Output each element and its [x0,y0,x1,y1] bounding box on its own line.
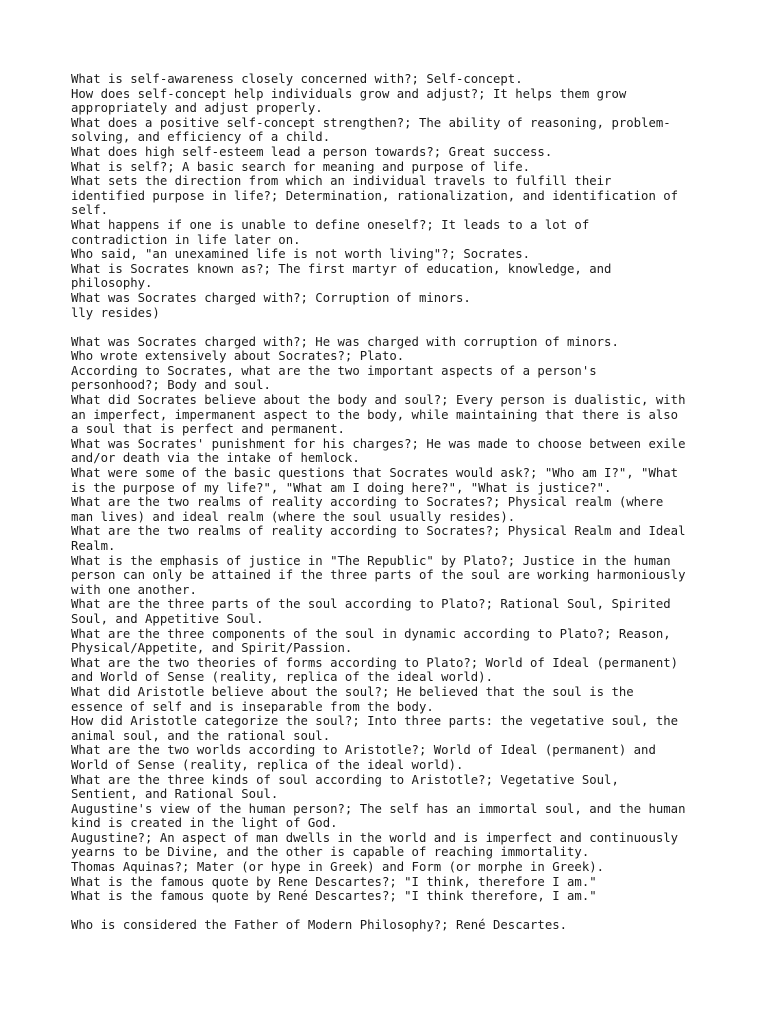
text-line: What is self-awareness closely concerned with?; Self-concept. [71,72,523,86]
text-line: How did Aristotle categorize the soul?; Into three parts: the vegetative soul, the [71,714,679,729]
text-line: Realm. [71,539,116,553]
text-line: What does high self-esteem lead a person towards?; Great success. [71,144,553,159]
text-line: self. [71,203,109,218]
text-line: lly resides) [71,305,160,320]
text-line: What are the two theories of forms according to Plato?; World of Ideal (permanent) [71,655,679,670]
text-line: person can only be attained if the three parts of the soul are working harmoniously [71,568,686,583]
text-line: How does self-concept help individuals grow and adjust?; It helps them grow [71,86,627,101]
text-line: What did Aristotle believe about the soul?; He believed that the soul is the [71,684,634,699]
text-line: solving, and efficiency of a child. [71,130,331,145]
text-line: What does a positive self-concept strengthen?; The ability of reasoning, problem- [71,115,671,130]
text-line: What is Socrates known as?; The first martyr of education, knowledge, and [71,261,612,276]
text-line: an imperfect, impermanent aspect to the body, while maintaining that there is also [71,407,679,422]
text-line: and World of Sense (reality, replica of the ideal world). [71,670,493,685]
text-line: According to Socrates, what are the two important aspects of a person's [71,363,597,378]
text-line: identified purpose in life?; Determination, rationalization, and identification of [71,188,679,203]
text-line: What is the emphasis of justice in "The Republic" by Plato?; Justice in the human [71,553,671,568]
text-line: yearns to be Divine, and the other is capable of reaching immortality. [71,845,590,860]
text-line: and/or death via the intake of hemlock. [71,451,360,466]
text-line: What are the three kinds of soul according to Aristotle?; Vegetative Soul, [71,772,619,787]
text-line: What sets the direction from which an individual travels to fulfill their [71,174,612,189]
text-line: appropriately and adjust properly. [71,101,323,116]
text-line: Augustine?; An aspect of man dwells in the world and is imperfect and continuously [71,830,679,845]
text-line: Who is considered the Father of Modern Philosophy?; René Descartes. [71,918,568,933]
text-line: personhood?; Body and soul. [71,378,271,393]
text-line: man lives) and ideal realm (where the soul usually resides). [71,509,516,524]
text-line: is the purpose of my life?", "What am I doing here?", "What is justice?". [71,480,612,495]
blank-line [71,904,711,919]
text-line: What are the three parts of the soul according to Plato?; Rational Soul, Spirited [71,597,671,612]
text-line: What is the famous quote by Rene Descartes?; "I think, therefore I am." [71,874,597,889]
text-line: What were some of the basic questions that Socrates would ask?; "Who am I?", "What [71,466,679,481]
text-line: Sentient, and Rational Soul. [71,787,279,802]
text-line: What are the three components of the soul in dynamic according to Plato?; Reason, [71,626,671,641]
text-line: Soul, and Appetitive Soul. [71,611,264,626]
text-line: with one another. [71,582,197,597]
text-line: Who said, "an unexamined life is not worth living"?; Socrates. [71,247,531,262]
text-line: kind is created in the light of God. [71,816,338,831]
text-line: animal soul, and the rational soul. [71,728,331,743]
text-line: What was Socrates charged with?; He was charged with corruption of minors. [71,334,619,349]
text-line: philosophy. [71,276,153,291]
text-line: Who wrote extensively about Socrates?; Plato. [71,349,405,364]
blank-line [71,320,711,335]
text-line: What are the two realms of reality according to Socrates?; Physical Realm and Ideal [71,524,686,539]
text-line: What was Socrates charged with?; Corruption of minors. [71,290,471,305]
text-line: What happens if one is unable to define oneself?; It leads to a lot of [71,217,590,232]
text-line: What are the two realms of reality according to Socrates?; Physical realm (where [71,495,664,510]
text-line: What is self?; A basic search for meaning and purpose of life. [71,159,531,174]
text-line: Augustine's view of the human person?; The self has an immortal soul, and the human [71,801,686,816]
text-line: Thomas Aquinas?; Mater (or hype in Greek) and Form (or morphe in Greek). [71,860,605,875]
text-line: What is the famous quote by René Descartes?; "I think therefore, I am." [71,889,597,904]
text-line: World of Sense (reality, replica of the ideal world). [71,757,464,772]
text-line: contradiction in life later on. [71,232,301,247]
text-line: Physical/Appetite, and Spirit/Passion. [71,641,353,656]
text-line: essence of self and is inseparable from the body. [71,699,434,714]
text-line: What was Socrates' punishment for his charges?; He was made to choose between exile [71,436,686,451]
text-line: What did Socrates believe about the body and soul?; Every person is dualistic, with [71,393,686,408]
document-text [71,72,711,933]
text-line: What are the two worlds according to Aristotle?; World of Ideal (permanent) and [71,743,656,758]
text-line: a soul that is perfect and permanent. [71,422,345,437]
